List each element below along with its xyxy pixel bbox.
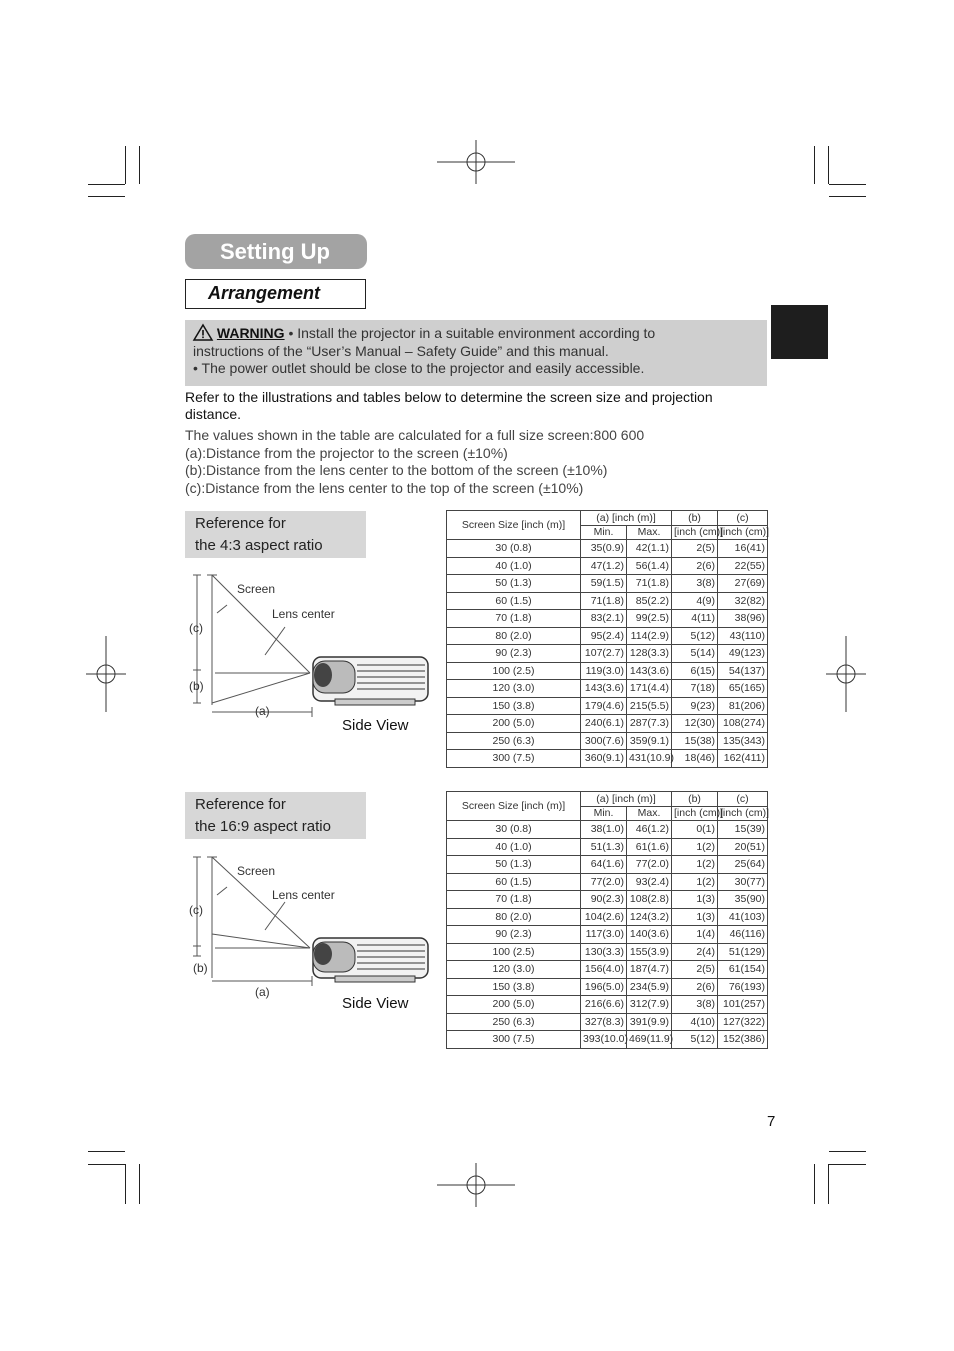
warning-line-1: • Install the projector in a suitable environment according to (288, 325, 656, 341)
table-row (447, 540, 768, 558)
reference-16-9-box (185, 792, 366, 839)
table-cell: 0(1) (672, 821, 718, 839)
table-row (447, 1013, 768, 1031)
a-label-4-3: (a) (255, 704, 270, 718)
table-cell: 5(12) (672, 1031, 718, 1049)
header-b-unit: [inch (cm)] (672, 525, 718, 540)
header-max: Max. (627, 525, 672, 540)
table-cell: 61(154) (718, 961, 768, 979)
header-a: (a) [inch (m)] (581, 792, 672, 807)
table-cell: 71(1.8) (627, 575, 672, 593)
table-cell: 95(2.4) (581, 627, 627, 645)
page-title: Setting Up (185, 234, 367, 269)
header-a: (a) [inch (m)] (581, 511, 672, 526)
table-row (447, 732, 768, 750)
table-row (447, 873, 768, 891)
table-cell: 312(7.9) (627, 996, 672, 1014)
info-line-1: The values shown in the table are calculated for a full size screen:800 600 (185, 427, 645, 443)
table-row (447, 978, 768, 996)
table-cell: 90 (2.3) (447, 926, 581, 944)
table-cell: 215(5.5) (627, 697, 672, 715)
table-cell: 128(3.3) (627, 645, 672, 663)
table-cell: 12(30) (672, 715, 718, 733)
table-cell: 42(1.1) (627, 540, 672, 558)
table-cell: 327(8.3) (581, 1013, 627, 1031)
reference-4-3-line-2: the 4:3 aspect ratio (195, 537, 323, 554)
header-c: (c) (718, 792, 768, 807)
table-cell: 85(2.2) (627, 592, 672, 610)
table-cell: 15(39) (718, 821, 768, 839)
table-row (447, 697, 768, 715)
table-cell: 25(64) (718, 856, 768, 874)
section-tab (771, 305, 828, 359)
header-max: Max. (627, 806, 672, 821)
table-cell: 41(103) (718, 908, 768, 926)
lens-center-label-16-9: Lens center (272, 888, 335, 902)
table-cell: 56(1.4) (627, 557, 672, 575)
table-4-3 (446, 510, 768, 768)
table-row (447, 750, 768, 768)
table-cell: 27(69) (718, 575, 768, 593)
table-cell: 101(257) (718, 996, 768, 1014)
table-cell: 38(1.0) (581, 821, 627, 839)
table-cell: 60 (1.5) (447, 873, 581, 891)
table-cell: 196(5.0) (581, 978, 627, 996)
table-cell: 152(386) (718, 1031, 768, 1049)
table-cell: 1(2) (672, 856, 718, 874)
table-row (447, 715, 768, 733)
section-title: Arrangement (185, 279, 366, 309)
reference-4-3-line-1: Reference for (195, 515, 286, 532)
header-screen-size: Screen Size [inch (m)] (447, 792, 581, 821)
table-cell: 46(1.2) (627, 821, 672, 839)
table-cell: 5(12) (672, 627, 718, 645)
table-row (447, 662, 768, 680)
side-view-diagram-4-3 (185, 565, 435, 725)
warning-line-3: • The power outlet should be close to the projector and easily accessible. (193, 360, 645, 376)
warning-box (185, 320, 767, 386)
header-c-unit: [inch (cm)] (718, 525, 768, 540)
table-cell: 70 (1.8) (447, 610, 581, 628)
header-min: Min. (581, 806, 627, 821)
table-cell: 60 (1.5) (447, 592, 581, 610)
table-cell: 43(110) (718, 627, 768, 645)
table-cell: 4(10) (672, 1013, 718, 1031)
table-cell: 30 (0.8) (447, 821, 581, 839)
table-cell: 234(5.9) (627, 978, 672, 996)
table-cell: 46(116) (718, 926, 768, 944)
table-cell: 469(11.9) (627, 1031, 672, 1049)
table-row (447, 1031, 768, 1049)
table-cell: 38(96) (718, 610, 768, 628)
table-cell: 2(4) (672, 943, 718, 961)
projector-icon (313, 657, 428, 705)
b-label-4-3: (b) (189, 679, 204, 693)
table-cell: 300(7.6) (581, 732, 627, 750)
table-cell: 20(51) (718, 838, 768, 856)
table-cell: 49(123) (718, 645, 768, 663)
table-cell: 179(4.6) (581, 697, 627, 715)
projector-icon (313, 938, 428, 982)
table-cell: 143(3.6) (581, 680, 627, 698)
table-row (447, 926, 768, 944)
table-cell: 120 (3.0) (447, 961, 581, 979)
table-cell: 54(137) (718, 662, 768, 680)
table-cell: 32(82) (718, 592, 768, 610)
table-cell: 80 (2.0) (447, 908, 581, 926)
table-cell: 51(129) (718, 943, 768, 961)
header-screen-size: Screen Size [inch (m)] (447, 511, 581, 540)
table-cell: 1(2) (672, 873, 718, 891)
info-line-3: (b):Distance from the lens center to the bottom of the screen (±10%) (185, 462, 608, 479)
table-row (447, 627, 768, 645)
table-cell: 3(8) (672, 996, 718, 1014)
table-cell: 108(274) (718, 715, 768, 733)
screen-label-16-9: Screen (237, 864, 276, 878)
table-cell: 240(6.1) (581, 715, 627, 733)
screen-label-4-3: Screen (237, 582, 276, 596)
table-cell: 4(9) (672, 592, 718, 610)
side-view-label-16-9: Side View (342, 995, 409, 1012)
table-cell: 107(2.7) (581, 645, 627, 663)
table-cell: 81(206) (718, 697, 768, 715)
table-cell: 200 (5.0) (447, 715, 581, 733)
table-cell: 114(2.9) (627, 627, 672, 645)
table-cell: 70 (1.8) (447, 891, 581, 909)
table-cell: 1(3) (672, 891, 718, 909)
table-row (447, 891, 768, 909)
table-cell: 83(2.1) (581, 610, 627, 628)
table-cell: 51(1.3) (581, 838, 627, 856)
table-cell: 391(9.9) (627, 1013, 672, 1031)
warning-line-2: instructions of the “User’s Manual – Safety Guide” and this manual. (193, 342, 609, 359)
table-cell: 300 (7.5) (447, 750, 581, 768)
side-view-label-4-3: Side View (342, 717, 409, 734)
reference-16-9-line-1: Reference for (195, 796, 286, 813)
table-cell: 80 (2.0) (447, 627, 581, 645)
intro-text (185, 389, 765, 423)
table-cell: 4(11) (672, 610, 718, 628)
header-c-unit: [inch (cm)] (718, 806, 768, 821)
table-cell: 30 (0.8) (447, 540, 581, 558)
table-cell: 287(7.3) (627, 715, 672, 733)
table-row (447, 943, 768, 961)
page-number: 7 (767, 1113, 776, 1130)
table-cell: 119(3.0) (581, 662, 627, 680)
table-cell: 59(1.5) (581, 575, 627, 593)
table-16-9 (446, 791, 768, 1049)
table-cell: 108(2.8) (627, 891, 672, 909)
table-cell: 104(2.6) (581, 908, 627, 926)
table-cell: 2(6) (672, 978, 718, 996)
header-b: (b) (672, 511, 718, 526)
table-cell: 171(4.4) (627, 680, 672, 698)
table-row (447, 680, 768, 698)
table-row (447, 610, 768, 628)
table-row (447, 592, 768, 610)
table-cell: 100 (2.5) (447, 943, 581, 961)
table-row (447, 838, 768, 856)
table-cell: 90 (2.3) (447, 645, 581, 663)
table-cell: 16(41) (718, 540, 768, 558)
table-cell: 216(6.6) (581, 996, 627, 1014)
table-cell: 99(2.5) (627, 610, 672, 628)
table-cell: 77(2.0) (627, 856, 672, 874)
table-row (447, 821, 768, 839)
table-cell: 50 (1.3) (447, 856, 581, 874)
table-cell: 155(3.9) (627, 943, 672, 961)
table-cell: 93(2.4) (627, 873, 672, 891)
table-cell: 156(4.0) (581, 961, 627, 979)
table-cell: 35(90) (718, 891, 768, 909)
table-cell: 40 (1.0) (447, 557, 581, 575)
intro-line-2: distance. (185, 406, 242, 422)
table-cell: 1(3) (672, 908, 718, 926)
table-cell: 100 (2.5) (447, 662, 581, 680)
table-cell: 71(1.8) (581, 592, 627, 610)
info-line-2: (a):Distance from the projector to the screen (±10%) (185, 444, 508, 461)
table-cell: 50 (1.3) (447, 575, 581, 593)
info-text (185, 427, 765, 498)
warning-icon (193, 324, 213, 341)
table-cell: 5(14) (672, 645, 718, 663)
table-cell: 1(4) (672, 926, 718, 944)
table-cell: 393(10.0) (581, 1031, 627, 1049)
table-cell: 40 (1.0) (447, 838, 581, 856)
table-cell: 300 (7.5) (447, 1031, 581, 1049)
warning-label: WARNING (216, 325, 285, 341)
table-cell: 124(3.2) (627, 908, 672, 926)
table-cell: 15(38) (672, 732, 718, 750)
table-row (447, 557, 768, 575)
table-cell: 61(1.6) (627, 838, 672, 856)
b-label-16-9: (b) (193, 961, 208, 975)
reference-16-9-line-2: the 16:9 aspect ratio (195, 818, 331, 835)
table-cell: 135(343) (718, 732, 768, 750)
table-cell: 117(3.0) (581, 926, 627, 944)
table-cell: 2(5) (672, 540, 718, 558)
table-cell: 65(165) (718, 680, 768, 698)
table-cell: 1(2) (672, 838, 718, 856)
table-cell: 250 (6.3) (447, 1013, 581, 1031)
table-cell: 47(1.2) (581, 557, 627, 575)
table-cell: 35(0.9) (581, 540, 627, 558)
table-cell: 150 (3.8) (447, 697, 581, 715)
table-cell: 6(15) (672, 662, 718, 680)
table-row (447, 908, 768, 926)
c-label-16-9: (c) (189, 903, 203, 917)
header-b: (b) (672, 792, 718, 807)
header-c: (c) (718, 511, 768, 526)
a-label-16-9: (a) (255, 985, 270, 999)
table-cell: 140(3.6) (627, 926, 672, 944)
table-row (447, 575, 768, 593)
lens-center-label-4-3: Lens center (272, 607, 335, 621)
c-label-4-3: (c) (189, 621, 203, 635)
table-cell: 359(9.1) (627, 732, 672, 750)
table-cell: 431(10.9) (627, 750, 672, 768)
table-cell: 250 (6.3) (447, 732, 581, 750)
table-cell: 143(3.6) (627, 662, 672, 680)
table-cell: 162(411) (718, 750, 768, 768)
table-cell: 9(23) (672, 697, 718, 715)
table-cell: 22(55) (718, 557, 768, 575)
table-cell: 18(46) (672, 750, 718, 768)
reference-4-3-box (185, 511, 366, 558)
table-cell: 120 (3.0) (447, 680, 581, 698)
table-row (447, 961, 768, 979)
table-cell: 7(18) (672, 680, 718, 698)
intro-line-1: Refer to the illustrations and tables below to determine the screen size and projection (185, 389, 713, 405)
header-b-unit: [inch (cm)] (672, 806, 718, 821)
table-row (447, 645, 768, 663)
info-line-4: (c):Distance from the lens center to the top of the screen (±10%) (185, 480, 584, 497)
table-cell: 187(4.7) (627, 961, 672, 979)
table-cell: 90(2.3) (581, 891, 627, 909)
table-cell: 150 (3.8) (447, 978, 581, 996)
side-view-diagram-16-9 (185, 848, 435, 998)
table-cell: 360(9.1) (581, 750, 627, 768)
table-cell: 2(6) (672, 557, 718, 575)
table-cell: 200 (5.0) (447, 996, 581, 1014)
header-min: Min. (581, 525, 627, 540)
table-cell: 130(3.3) (581, 943, 627, 961)
table-row (447, 996, 768, 1014)
table-cell: 3(8) (672, 575, 718, 593)
table-cell: 127(322) (718, 1013, 768, 1031)
table-cell: 2(5) (672, 961, 718, 979)
table-cell: 64(1.6) (581, 856, 627, 874)
table-cell: 30(77) (718, 873, 768, 891)
table-cell: 76(193) (718, 978, 768, 996)
table-cell: 77(2.0) (581, 873, 627, 891)
table-row (447, 856, 768, 874)
